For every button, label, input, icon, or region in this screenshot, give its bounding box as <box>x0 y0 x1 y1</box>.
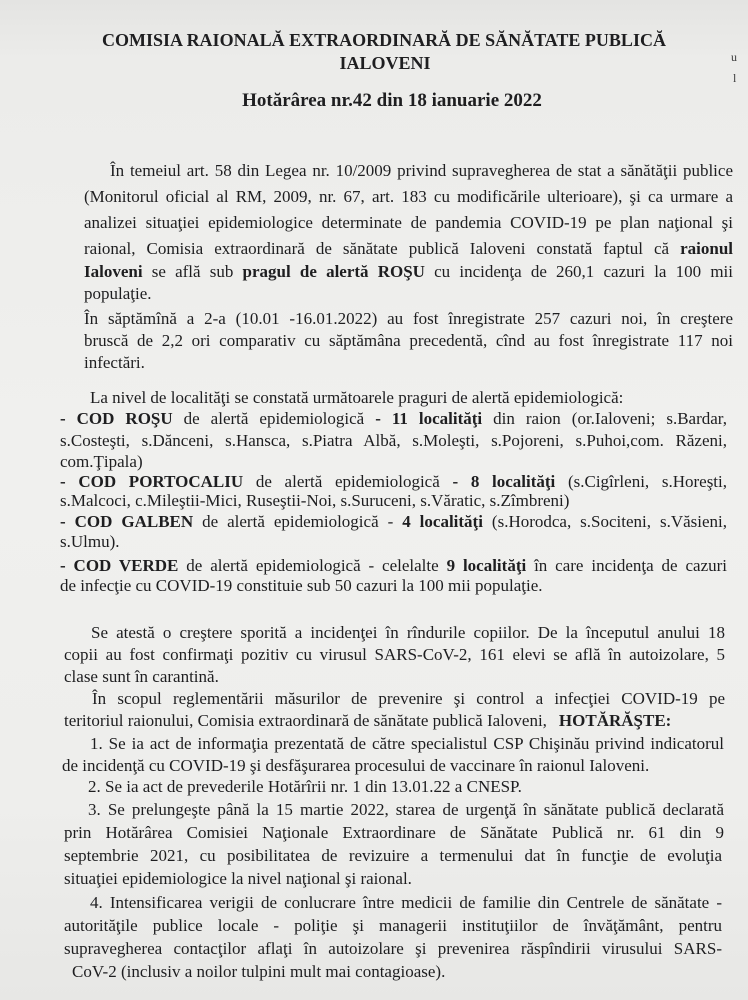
alert-orange-line <box>60 472 727 492</box>
preamble-text: cu incidenţa de 260,1 cazuri la 100 mii <box>424 262 733 281</box>
district-emphasis: raionul <box>680 239 733 258</box>
weekly-update-line: bruscă de 2,2 ori comparativ cu săptămâna precedentă, cînd au fost înregistrate 117 noi <box>84 331 733 350</box>
alert-text: de alertă epidemiologică <box>172 409 376 428</box>
weekly-update-line: În săptămînă a 2-a (10.01 -16.01.2022) au fost înregistrate 257 cazuri noi, în creştere <box>84 309 733 328</box>
preamble-text: raional, Comisia extraordinară de sănătate publică Ialoveni constată faptul că <box>84 239 681 258</box>
alert-threshold: pragul de alertă ROŞU <box>242 262 425 281</box>
decision-intro-line: În scopul reglementării măsurilor de prevenire şi control a infecţiei COVID-19 pe <box>92 689 725 708</box>
alert-text: de alertă epidemiologică - celelalte <box>178 556 447 575</box>
decision-item-3: 3. Se prelungeşte până la 15 martie 2022, starea de urgenţă în sănătate publică declarată <box>88 800 724 819</box>
margin-fragment: l <box>733 71 737 85</box>
decision-item-2: 2. Se ia act de prevederile Hotărîrii nr. 1 din 13.01.22 a CNESP. <box>88 777 522 796</box>
alert-green-detail: de infecţie cu COVID-19 constituie sub 50 cazuri la 100 mii populaţie. <box>60 576 543 595</box>
decision-item-3: septembrie 2021, cu posibilitatea de revizuire a termenului dat în funcţie de evoluţia <box>64 846 722 865</box>
decision-item-3: prin Hotărârea Comisiei Naţionale Extraordinare de Sănătate Publică nr. 61 din 9 <box>64 823 724 842</box>
alert-yellow-line <box>60 512 727 532</box>
preamble-line: analizei situaţiei epidemiologice determinate de pandemia COVID-19 pe plan naţional şi <box>84 213 733 232</box>
preamble-line: În temeiul art. 58 din Legea nr. 10/2009 privind supravegherea de stat a sănătăţii publice <box>110 161 733 180</box>
commission-title: COMISIA RAIONALĂ EXTRAORDINARĂ DE SĂNĂTATE PUBLICĂ <box>102 30 666 50</box>
alert-text: (s.Cigîrleni, s.Horeşti, <box>555 472 728 491</box>
alert-text: în care incidenţa de cazuri <box>526 556 727 575</box>
decision-item-1: 1. Se ia act de informaţia prezentată de către specialistul CSP Chişinău privind indicatorul <box>90 734 724 753</box>
alert-text: din raion (or.Ialoveni; s.Bardar, <box>482 409 728 428</box>
alert-red-count: - 11 localităţi <box>375 409 483 428</box>
decision-title: Hotărârea nr.42 din 18 ianuarie 2022 <box>242 90 542 111</box>
decision-item-3: situaţiei epidemiologice la nivel naţional şi raional. <box>64 869 412 888</box>
alert-red-localities: com.Ţipala) <box>60 452 143 471</box>
commission-location: IALOVENI <box>339 53 431 73</box>
alert-orange-count: - 8 localităţi <box>452 472 556 491</box>
alert-orange-label: - COD PORTOCALIU <box>60 472 244 491</box>
children-line: Se atestă o creştere sporită a incidenţei în rîndurile copiilor. De la începutul anului 18 <box>91 623 725 642</box>
district-emphasis: Ialoveni <box>84 262 143 281</box>
alert-red-label: - COD ROŞU <box>60 409 173 428</box>
alert-green-label: - COD VERDE <box>60 556 179 575</box>
decision-intro-text: teritoriul raionului, Comisia extraordinară de sănătate publică Ialoveni, <box>64 711 547 730</box>
preamble-text: se află sub <box>142 262 243 281</box>
decision-verdict: HOTĂRĂŞTE: <box>558 711 672 730</box>
decision-item-4: supravegherea contacţilor aflaţi în autoizolare şi prevenirea răspîndirii virusului SARS- <box>64 939 722 958</box>
decision-intro-line <box>64 711 671 731</box>
decision-item-1: de incidenţă cu COVID-19 şi desfăşurarea procesului de vaccinare în raionul Ialoveni. <box>62 756 650 775</box>
decision-item-4: CoV-2 (inclusiv a noilor tulpini mult mai contagioase). <box>72 962 446 981</box>
alert-text: de alertă epidemiologică <box>243 472 453 491</box>
preamble-line: populaţie. <box>84 284 152 303</box>
weekly-update-line: infectări. <box>84 353 145 372</box>
preamble-line <box>84 262 733 282</box>
alert-levels-intro: La nivel de localităţi se constată următoarele praguri de alertă epidemiologică: <box>90 388 624 407</box>
margin-fragment: u <box>731 50 737 64</box>
decision-item-4: 4. Intensificarea verigii de conlucrare între medicii de familie din Centrele de sănătate - <box>90 893 722 912</box>
alert-yellow-localities: s.Ulmu). <box>60 532 120 551</box>
alert-text: de alertă epidemiologică - <box>193 512 403 531</box>
alert-red-line <box>60 409 727 429</box>
alert-yellow-count: 4 localităţi <box>402 512 483 531</box>
alert-text: (s.Horodca, s.Sociteni, s.Văsieni, <box>482 512 728 531</box>
children-line: clase sunt în carantină. <box>64 667 219 686</box>
children-line: copii au fost confirmaţi pozitiv cu virusul SARS-CoV-2, 161 elevi se află în autoizolare, 5 <box>64 645 725 664</box>
alert-orange-localities: s.Malcoci, c.Mileştii-Mici, Ruseştii-Noi, s.Suruceni, s.Văratic, s.Zîmbreni) <box>60 491 570 510</box>
alert-green-line <box>60 556 727 576</box>
alert-red-localities: s.Costeşti, s.Dănceni, s.Hansca, s.Piatra Albă, s.Moleşti, s.Pojoreni, s.Puhoi,com. Răzeni, <box>60 431 727 450</box>
decision-item-4: autorităţile publice locale - poliţie şi managerii instituţiilor de învăţământ, pentru <box>64 916 722 935</box>
alert-yellow-label: - COD GALBEN <box>60 512 194 531</box>
alert-green-count: 9 localităţi <box>446 556 527 575</box>
preamble-line: (Monitorul oficial al RM, 2009, nr. 67, art. 183 cu modificările ulterioare), şi ca urmare a <box>84 187 733 206</box>
preamble-line <box>84 239 733 259</box>
